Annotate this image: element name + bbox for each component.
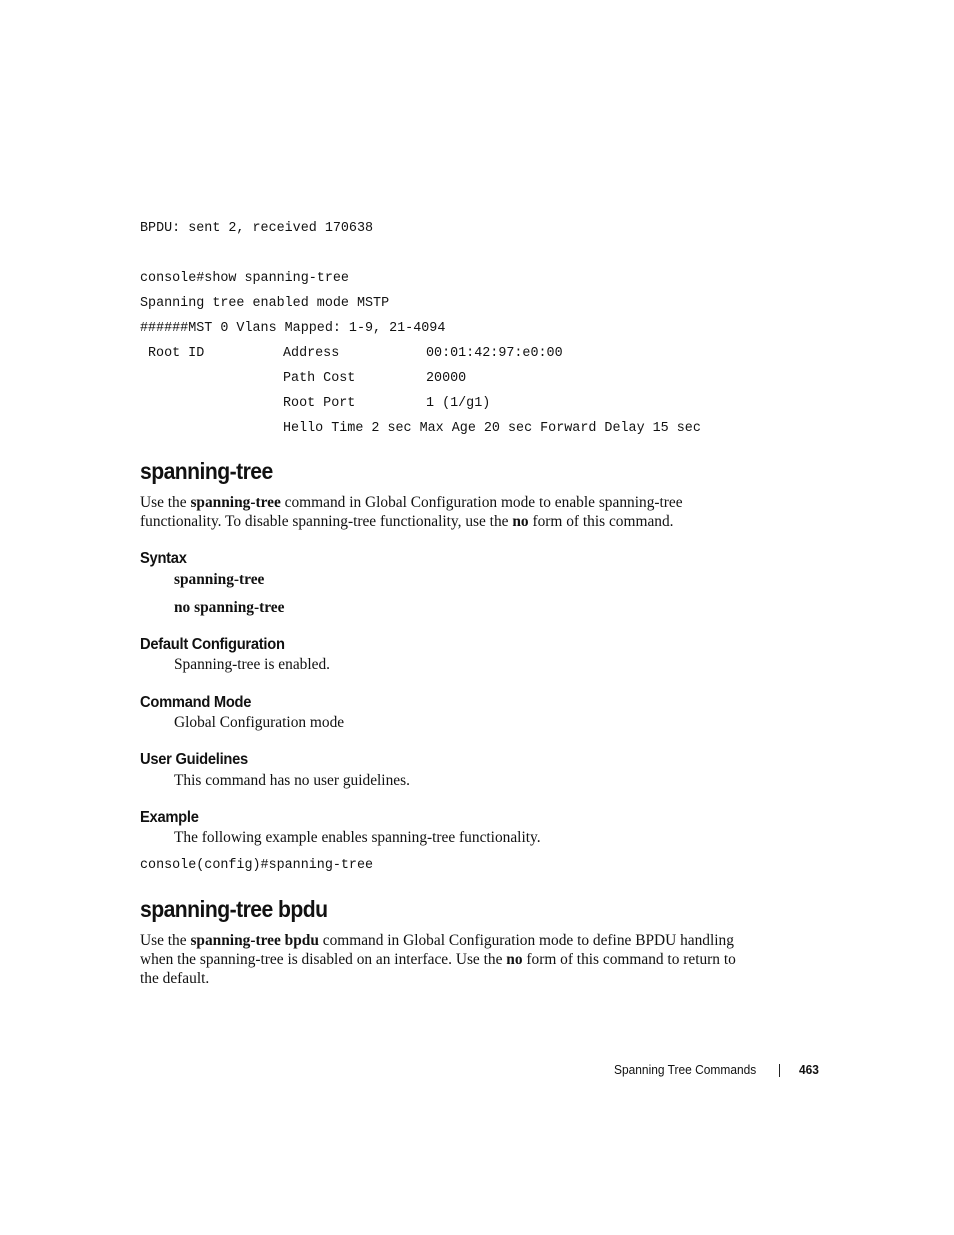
intro-text: the default. bbox=[140, 970, 210, 987]
intro-no-keyword: no bbox=[512, 513, 529, 530]
syntax-line-1 bbox=[174, 570, 264, 589]
default-config-text: Spanning-tree is enabled. bbox=[174, 656, 330, 673]
code-root-port-label: Root Port bbox=[283, 396, 356, 411]
footer-separator bbox=[779, 1064, 780, 1077]
code-address-label: Address bbox=[283, 346, 340, 361]
intro-text: Use the bbox=[140, 932, 191, 949]
default-config-heading: Default Configuration bbox=[140, 636, 285, 653]
command-mode-text: Global Configuration mode bbox=[174, 714, 345, 731]
intro-no-keyword: no bbox=[506, 951, 523, 968]
user-guidelines-heading: User Guidelines bbox=[140, 751, 248, 768]
example-text: The following example enables spanning-tree functionality. bbox=[174, 829, 541, 846]
intro-text: command in Global Configuration mode to enable spanning-tree bbox=[280, 494, 683, 511]
intro-text: functionality. To disable spanning-tree functionality, use the bbox=[140, 513, 513, 530]
intro-text: form of this command. bbox=[528, 513, 674, 530]
page-number: 463 bbox=[799, 1062, 819, 1077]
section1-intro bbox=[140, 493, 683, 531]
code-path-cost-label: Path Cost bbox=[283, 371, 356, 386]
code-line-mode: Spanning tree enabled mode MSTP bbox=[140, 296, 390, 311]
intro-text: when the spanning-tree is disabled on an interface. Use the bbox=[140, 951, 507, 968]
intro-text: Use the bbox=[140, 494, 191, 511]
intro-text: form of this command to return to bbox=[522, 951, 736, 968]
footer-chapter-title: Spanning Tree Commands bbox=[614, 1062, 757, 1077]
intro-text: command in Global Configuration mode to define BPDU handling bbox=[318, 932, 734, 949]
code-root-id-label: Root ID bbox=[148, 346, 205, 361]
example-code: console(config)#spanning-tree bbox=[140, 858, 374, 873]
syntax-command: spanning-tree bbox=[174, 571, 265, 588]
section-title-spanning-tree-bpdu: spanning-tree bpdu bbox=[140, 896, 328, 922]
code-root-port-value: 1 (1/g1) bbox=[426, 396, 491, 411]
syntax-command: no spanning-tree bbox=[174, 599, 285, 616]
intro-command-name: spanning-tree bpdu bbox=[190, 932, 319, 949]
code-hello-line: Hello Time 2 sec Max Age 20 sec Forward Delay 15 sec bbox=[283, 421, 701, 436]
code-address-value: 00:01:42:97:e0:00 bbox=[426, 346, 563, 361]
section-title-spanning-tree: spanning-tree bbox=[140, 458, 273, 484]
syntax-heading: Syntax bbox=[140, 550, 187, 567]
syntax-line-2 bbox=[174, 598, 284, 617]
section2-intro bbox=[140, 931, 736, 988]
command-mode-heading: Command Mode bbox=[140, 694, 252, 711]
example-heading: Example bbox=[140, 809, 199, 826]
code-path-cost-value: 20000 bbox=[426, 371, 467, 386]
user-guidelines-text: This command has no user guidelines. bbox=[174, 772, 410, 789]
intro-command-name: spanning-tree bbox=[190, 494, 281, 511]
code-line-bpdu: BPDU: sent 2, received 170638 bbox=[140, 221, 374, 236]
code-line-show-command: console#show spanning-tree bbox=[140, 271, 349, 286]
code-line-mst: ######MST 0 Vlans Mapped: 1-9, 21-4094 bbox=[140, 321, 446, 336]
